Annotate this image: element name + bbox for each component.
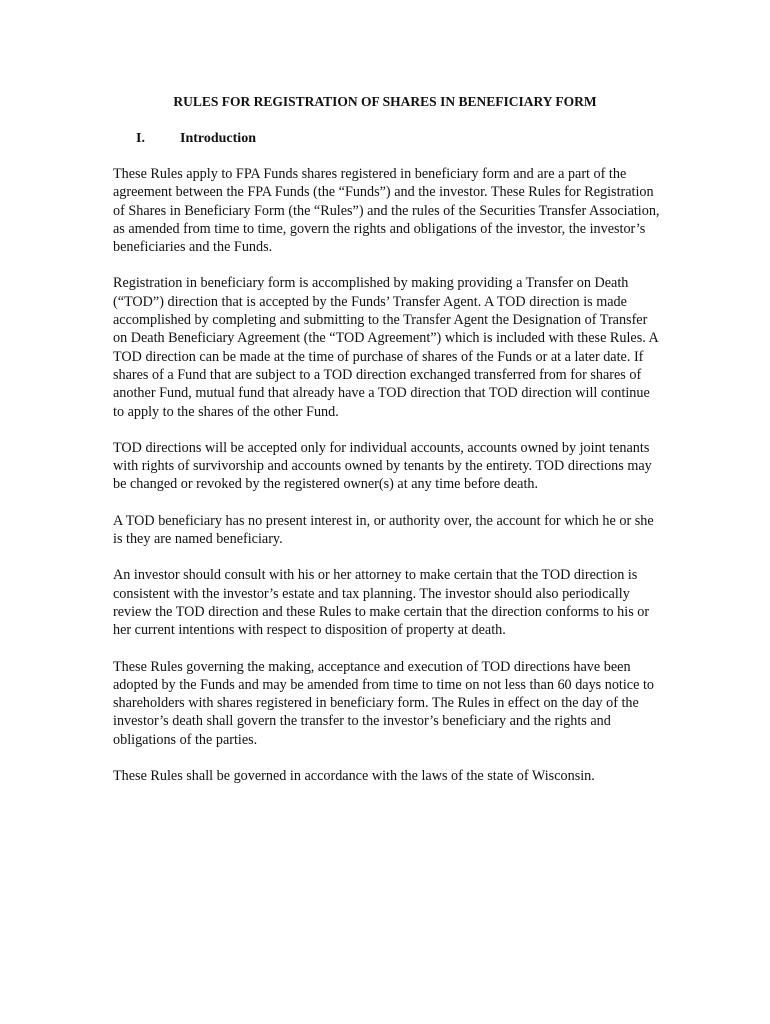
section-number: I. (136, 131, 145, 146)
paragraph-registration: Registration in beneficiary form is accomplished by making providing a Transfer on Death (“TOD”) direction that is accepted by the Funds’ Transfer Agent. A TOD direction is made accomplished by completing and submitting to the Transfer Agent the Designation of Transfer on Death Beneficiary Agreement (the “TOD Agreement”) which is included with these Rules. A TOD direction can be made at the time of purchase of shares of the Funds or at a later date. If shares of a Fund that are subject to a TOD direction exchanged transferred from for shares of another Fund, mutual fund that already have a TOD direction that TOD direction will continue to apply to the shares of the other Fund. (113, 275, 659, 420)
paragraph-eligible-accounts: TOD directions will be accepted only for individual accounts, accounts owned by joint tenants with rights of survivorship and accounts owned by tenants by the entirety. TOD directions may be changed or revoked by the registered owner(s) at any time before death. (113, 439, 652, 493)
document-body (113, 165, 661, 803)
paragraph-beneficiary-interest: A TOD beneficiary has no present interest in, or authority over, the account for which he or she is they are named beneficiary. (113, 512, 654, 548)
paragraph-scope: These Rules apply to FPA Funds shares registered in beneficiary form and are a part of the agreement between the FPA Funds (the “Funds”) and the investor. These Rules for Registration of Shares in Beneficiary Form (the “Rules”) and the rules of the Securities Transfer Association, as amended from time to time, govern the rights and obligations of the investor, the investor’s beneficiaries and the Funds. (113, 166, 660, 256)
section-title: Introduction (180, 131, 256, 146)
paragraph-amendments: These Rules governing the making, acceptance and execution of TOD directions have been adopted by the Funds and may be amended from time to time on not less than 60 days notice to shareholders with shares registered in beneficiary form. The Rules in effect on the day of the investor’s death shall govern the transfer to the investor’s beneficiary and the rights and obligations of the parties. (113, 658, 654, 748)
paragraph-consult-attorney: An investor should consult with his or her attorney to make certain that the TOD direction is consistent with the investor’s estate and tax planning. The investor should also periodically review the TOD direction and these Rules to make certain that the direction conforms to his or her current intentions with respect to disposition of property at death. (113, 567, 650, 639)
section-heading (136, 130, 256, 148)
paragraph-governing-law: These Rules shall be governed in accordance with the laws of the state of Wisconsin. (113, 768, 595, 785)
document-title: RULES FOR REGISTRATION OF SHARES IN BENEFICIARY FORM (173, 94, 597, 109)
